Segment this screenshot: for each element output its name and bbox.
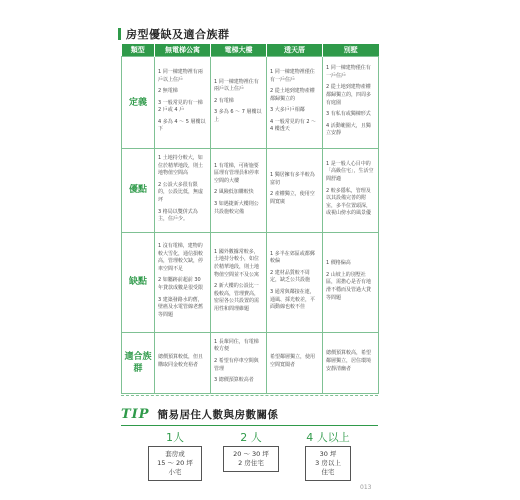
cell-item: 2 希望有停車空間與管理 bbox=[214, 357, 259, 372]
cell-item: 2 從土地到建物產權都歸獨立的，四周多有庭園 bbox=[326, 84, 372, 106]
cell-item: 2 無電梯 bbox=[158, 88, 178, 95]
table-cell bbox=[323, 332, 379, 393]
table-row bbox=[122, 57, 379, 149]
cell-item: 總價預算較低，但且購取同金較充裕者 bbox=[158, 354, 204, 368]
divider-line bbox=[121, 395, 378, 396]
tip-title: 簡易居住人數與房數關係 bbox=[157, 409, 279, 421]
header-villa: 別墅 bbox=[323, 44, 379, 57]
cell-item: 3 建築發路水的舊，壁癌及水電管線老舊等問題 bbox=[158, 296, 204, 318]
header-townhouse: 透天厝 bbox=[267, 44, 323, 57]
cell-item: 3 有私有或獨棟形式 bbox=[326, 111, 371, 118]
cell-item: 4 多為 4 ～ 5 層樓以下 bbox=[158, 118, 206, 133]
comparison-table bbox=[121, 44, 379, 394]
cell-item: 1 獨居擁有多半較為富切 bbox=[270, 172, 315, 186]
cell-item: 1 有電梯，可術施要區理有管理員和停車空間的大樓 bbox=[214, 162, 260, 184]
cell-item: 2 公設大多很有限的，公設比低，無虛坪 bbox=[158, 181, 204, 203]
table-cell bbox=[211, 149, 267, 233]
table-row bbox=[122, 149, 379, 233]
tip-label: TIP bbox=[121, 407, 150, 422]
cell-item: 3 通常與鄰接在連，通風、採光較差，平面動線也較不佳 bbox=[270, 289, 316, 311]
page-number: 013 bbox=[360, 484, 372, 491]
cell-item: 3 多為 6 ～ 7 層樓以上 bbox=[214, 109, 262, 123]
cell-item: 1 長輩同住，有電梯較方便 bbox=[214, 338, 259, 353]
cell-item: 1 同一棟建物裡有兩戶以上住戶 bbox=[158, 68, 203, 83]
cell-item: 4 活動範圍大，且獨立安靜 bbox=[326, 122, 371, 137]
tip-item-2 bbox=[216, 432, 286, 472]
cell-item: 2 產權獨立，使用空間寬廣 bbox=[270, 191, 315, 205]
tip-count: 4 人以上 bbox=[306, 431, 350, 444]
tip-underline bbox=[121, 425, 378, 426]
tip-desc-box: 套房或 15 ～ 20 坪 小宅 bbox=[148, 446, 202, 481]
row-label: 缺點 bbox=[122, 232, 155, 332]
tip-item-3 bbox=[293, 432, 363, 481]
cell-item: 2 風險低加購較快 bbox=[214, 189, 254, 196]
table-cell bbox=[267, 57, 323, 149]
header-elevator: 電梯大樓 bbox=[211, 44, 267, 57]
table-cell bbox=[267, 232, 323, 332]
table-cell bbox=[211, 57, 267, 149]
cell-item: 總價預算較高，希望鄰層獨立，居住環境安靜清幽者 bbox=[326, 350, 372, 372]
table-body bbox=[122, 57, 379, 394]
table-row bbox=[122, 232, 379, 332]
table-cell bbox=[323, 149, 379, 233]
cell-item: 1 沒有電梯，建物的較大雪化，通信損較高，管理較欠缺，停車空間不足 bbox=[158, 243, 204, 272]
title-accent-bar bbox=[118, 28, 121, 40]
cell-item: 3 總價預算較高者 bbox=[214, 377, 254, 384]
table-cell bbox=[155, 332, 211, 393]
cell-item: 3 一般常見的有一梯 2 戶或 4 戶 bbox=[158, 99, 203, 114]
cell-item: 1 同一棟建物僅住有一戶住戶 bbox=[326, 65, 371, 79]
header-type: 類型 bbox=[122, 44, 155, 57]
cell-item: 2 如屬跡前超前 30 年貸款成數是很受限 bbox=[158, 277, 204, 292]
section-title bbox=[118, 26, 230, 42]
cell-item: 1 多半在郊區或都郵較偏 bbox=[270, 250, 315, 265]
table-cell bbox=[155, 232, 211, 332]
cell-item: 2 較多隱私，管理及以其設備完善的附室，多半位置頭深，或視山傍水的風景優 bbox=[326, 187, 372, 217]
tip-count: 2 人 bbox=[240, 431, 262, 444]
tip-count: 1人 bbox=[166, 431, 184, 444]
table-row bbox=[122, 332, 379, 393]
table-cell bbox=[323, 232, 379, 332]
cell-item: 3 如遇捷新大樓則公共設施較完備 bbox=[214, 200, 259, 215]
cell-item: 1 同一棟建物裡僅住有一戶住戶 bbox=[270, 68, 315, 83]
table-cell bbox=[267, 332, 323, 393]
table-cell bbox=[267, 149, 323, 233]
tip-heading bbox=[121, 407, 279, 422]
cell-item: 1 國外數據常較多，土地持分較小，如位於精華地段，則土地物值空間並不及公寓 bbox=[214, 248, 260, 278]
cell-item: 1 價格偏高 bbox=[326, 260, 351, 267]
cell-item: 3 大多戶戶相鄰 bbox=[270, 107, 305, 114]
row-label: 適合族群 bbox=[122, 332, 155, 393]
row-label: 定義 bbox=[122, 57, 155, 149]
section-title-text: 房型優缺及適合族群 bbox=[126, 28, 230, 41]
cell-item: 1 土地持分較大，如位於精華地段，則土地物值空間高 bbox=[158, 155, 204, 177]
cell-item: 1 同一棟建物裡住有兩戶以上住戶 bbox=[214, 78, 259, 93]
cell-item: 2 新大樓的公設比一般較高，管理費高，密屋各公共設置的需用性和問理維題 bbox=[214, 283, 260, 313]
header-walkup: 無電梯公寓 bbox=[155, 44, 211, 57]
cell-item: 1 是一般人心目中的「高級住宅」，生活空間舒適 bbox=[326, 160, 374, 182]
tip-desc-box: 20 ～ 30 坪 2 房住宅 bbox=[223, 446, 279, 472]
table-cell bbox=[155, 57, 211, 149]
cell-item: 2 山坡上的別墅社區，需擔心是否有地滑不穩而及管過大貸等問題 bbox=[326, 271, 372, 301]
table-cell bbox=[323, 57, 379, 149]
tip-item-1 bbox=[140, 432, 210, 481]
cell-item: 2 從土地到建物產權都歸獨立的 bbox=[270, 88, 315, 102]
cell-item: 2 有電梯 bbox=[214, 97, 234, 104]
table-cell bbox=[155, 149, 211, 233]
cell-item: 4 一般常見的有 2 ～ 4 樓透天 bbox=[270, 118, 317, 133]
table-cell bbox=[211, 332, 267, 393]
table-header-row bbox=[122, 44, 379, 57]
cell-item: 2 建材品質較不周定，缺乏公共設施 bbox=[270, 269, 311, 284]
tip-desc-box: 30 坪 3 房以上 住宅 bbox=[305, 446, 351, 481]
cell-item: 3 格局以雙併式為主，住戶少。 bbox=[158, 208, 198, 223]
cell-item: 希望鄰層獨立，使用空間寬闊者 bbox=[270, 354, 316, 368]
row-label: 優點 bbox=[122, 149, 155, 233]
table-cell bbox=[211, 232, 267, 332]
